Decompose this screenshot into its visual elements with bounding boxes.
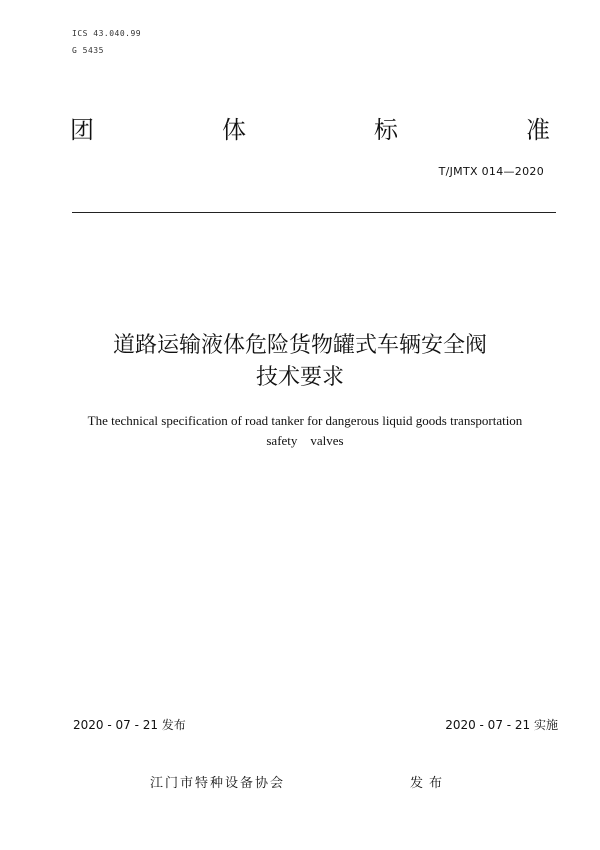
heading-char: 标	[374, 116, 398, 144]
issuing-organization: 江门市特种设备协会	[150, 776, 286, 791]
chinese-title-line-2: 技术要求	[255, 365, 344, 390]
english-title-line-2: safety valves	[266, 433, 344, 448]
chinese-title-line-1: 道路运输液体危险货物罐式车辆安全阀	[112, 333, 487, 358]
standard-number: T/JMTX 014—2020	[438, 165, 544, 178]
heading-char: 体	[222, 116, 246, 144]
english-title-line-1: The technical specification of road tanker for dangerous liquid goods transportation	[87, 413, 523, 428]
english-title	[40, 411, 570, 451]
ccs-code: G 5435	[72, 46, 104, 55]
header-divider	[72, 212, 556, 213]
chinese-title	[40, 330, 560, 394]
heading-char: 团	[70, 116, 94, 144]
heading-char: 准	[526, 116, 550, 144]
standard-type-heading	[70, 114, 550, 146]
implementation-date: 2020 - 07 - 21 实施	[445, 718, 558, 732]
ics-code: ICS 43.040.99	[72, 29, 142, 38]
issue-label: 发布	[410, 776, 449, 791]
publish-date: 2020 - 07 - 21 发布	[73, 718, 186, 732]
